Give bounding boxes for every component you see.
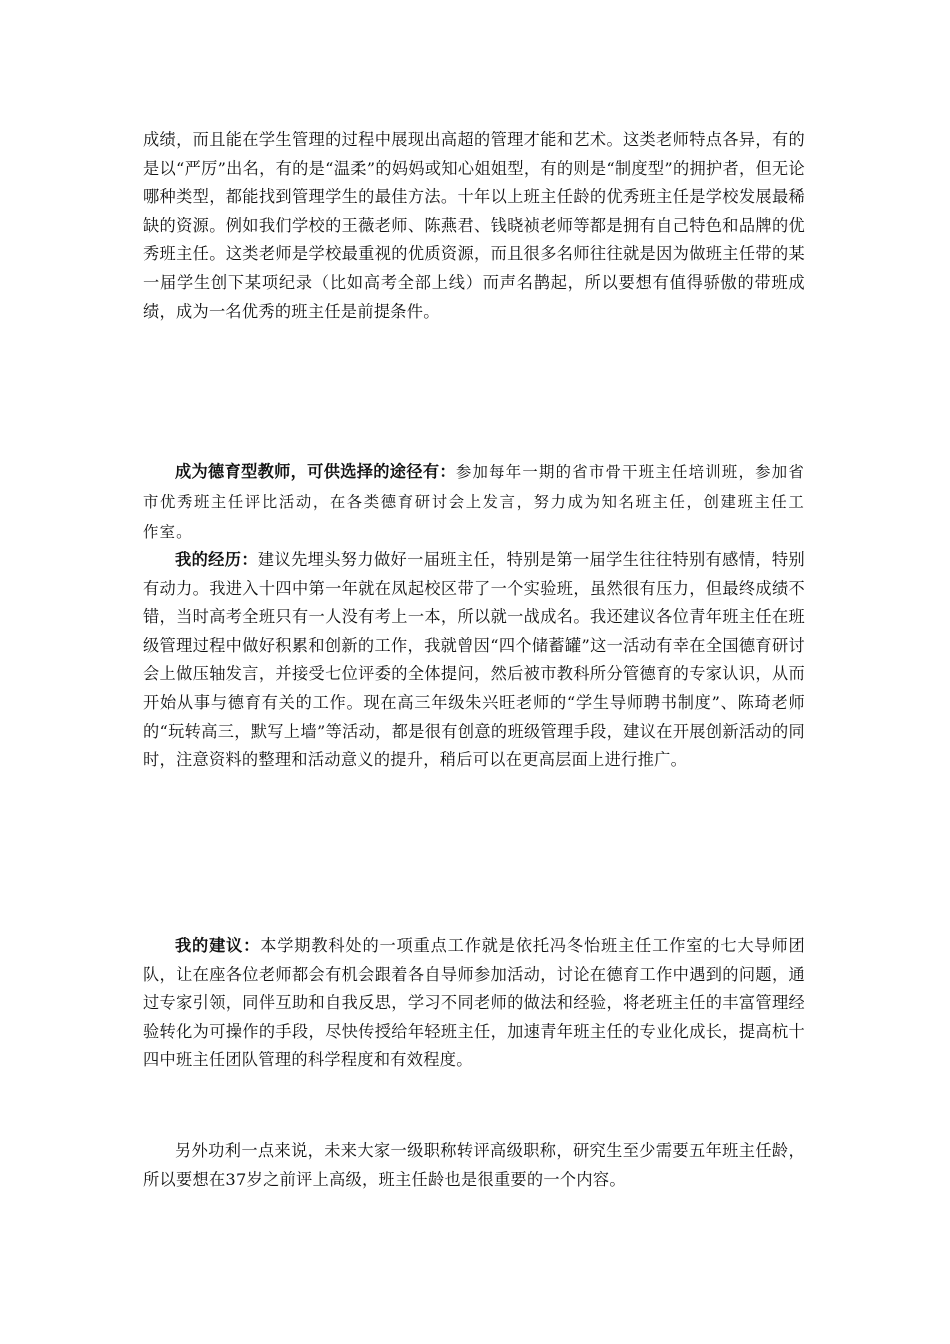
paragraph-closing (143, 1137, 805, 1194)
paragraph-text: 本学期教科处的一项重点工作就是依托冯冬怡班主任工作室的七大导师团队，让在座各位老师都会有机会跟着各自导师参加活动，讨论在德育工作中遇到的问题，通过专家引领，同伴互助和自我反思，学习不同老师的做法和经验，将老班主任的丰富管理经验转化为可操作的手段，尽快传授给年轻班主任，加速青年班主任的专业化成长，提高杭十四中班主任团队管理的科学程度和有效程度。 (143, 936, 805, 1070)
paragraph-continuation (143, 126, 805, 326)
paragraph-text: 参加每年一期的省市骨干班主任培训班，参加省市优秀班主任评比活动，在各类德育研讨会上发言，努力成为知名班主任，创建班主任工作室。 (143, 463, 805, 541)
paragraph-moral-education-paths (143, 457, 805, 547)
paragraph-lead: 我的建议： (175, 936, 261, 955)
paragraph-text: 成绩，而且能在学生管理的过程中展现出高超的管理才能和艺术。这类老师特点各异，有的是以“严厉”出名，有的是“温柔”的妈妈或知心姐姐型，有的则是“制度型”的拥护者，但无论哪种类型，都能找到管理学生的最佳方法。十年以上班主任龄的优秀班主任是学校发展最稀缺的资源。例如我们学校的王薇老师、陈燕君、钱晓祯老师等都是拥有自己特色和品牌的优秀班主任。这类老师是学校最重视的优质资源，而且很多名师往往就是因为做班主任带的某一届学生创下某项纪录（比如高考全部上线）而声名鹊起，所以要想有值得骄傲的带班成绩，成为一名优秀的班主任是前提条件。 (143, 130, 805, 321)
paragraph-my-suggestion (143, 932, 805, 1075)
paragraph-lead: 成为德育型教师，可供选择的途径有： (175, 462, 456, 481)
paragraph-my-experience (143, 546, 805, 775)
paragraph-lead: 我的经历： (175, 550, 258, 569)
paragraph-text: 建议先埋头努力做好一届班主任，特别是第一届学生往往特别有感情，特别有动力。我进入十四中第一年就在凤起校区带了一个实验班，虽然很有压力，但最终成绩不错，当时高考全班只有一人没有考上一本，所以就一战成名。我还建议各位青年班主任在班级管理过程中做好积累和创新的工作，我就曾因“四个储蓄罐”这一活动有幸在全国德育研讨会上做压轴发言，并接受七位评委的全体提问，然后被市教科所分管德育的专家认识，从而开始从事与德育有关的工作。现在高三年级朱兴旺老师的“学生导师聘书制度”、陈琦老师的“玩转高三，默写上墙”等活动，都是很有创意的班级管理手段，建议在开展创新活动的同时，注意资料的整理和活动意义的提升，稍后可以在更高层面上进行推广。 (143, 550, 805, 770)
paragraph-text: 另外功利一点来说，未来大家一级职称转评高级职称，研究生至少需要五年班主任龄，所以要想在37岁之前评上高级，班主任龄也是很重要的一个内容。 (143, 1141, 805, 1189)
